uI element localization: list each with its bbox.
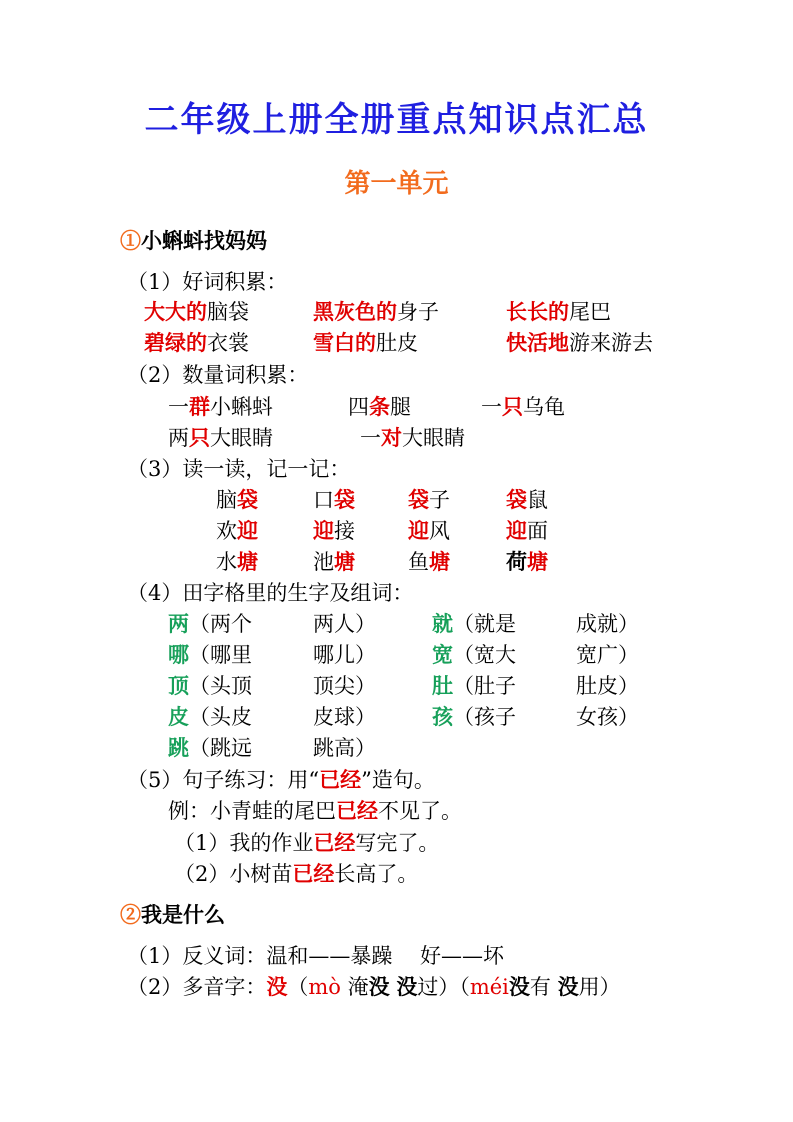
section-heading: （1）好词积累： [127, 270, 288, 294]
char-word: 肚皮） [576, 674, 639, 698]
word-item: 鱼塘 [408, 549, 450, 574]
char-entry: 跳（跳远 [168, 735, 252, 760]
word-item: 四条腿 [348, 394, 411, 419]
lesson-heading [120, 227, 267, 255]
word-item: 迎风 [408, 518, 450, 543]
word-item: 快活地游来游去 [506, 330, 653, 355]
section-heading: （3）读一读，记一记： [127, 457, 351, 481]
char-word: 女孩） [576, 705, 639, 729]
char-word: 哪儿） [313, 643, 376, 667]
word-item: 口袋 [313, 487, 355, 512]
word-item: 黑灰色的身子 [313, 299, 439, 324]
word-item: 一只乌龟 [481, 394, 565, 419]
char-word: 皮球） [313, 705, 376, 729]
char-word: 宽广） [576, 643, 639, 667]
word-item: 大大的脑袋 [144, 299, 249, 324]
char-entry: 就（就是 [432, 611, 516, 636]
word-item: 脑袋 [216, 487, 258, 512]
lesson-title: 我是什么 [141, 902, 225, 927]
word-item: 水塘 [216, 549, 258, 574]
char-entry: 哪（哪里 [168, 642, 252, 667]
word-item: 碧绿的衣裳 [144, 330, 249, 355]
char-entry: 宽（宽大 [432, 642, 516, 667]
lesson-number: ① [120, 228, 141, 253]
char-entry: 孩（孩子 [432, 704, 516, 729]
word-item: 迎面 [506, 518, 548, 543]
char-entry: 肚（肚子 [432, 673, 516, 698]
word-item: 一对大眼睛 [360, 425, 465, 450]
lesson-number: ② [120, 902, 141, 927]
word-item: 袋子 [408, 487, 450, 512]
char-word: 跳高） [313, 736, 376, 760]
word-item: 雪白的肚皮 [313, 330, 418, 355]
char-entry: 两（两个 [168, 611, 252, 636]
word-item: 迎接 [313, 518, 355, 543]
char-word: 成就） [576, 612, 639, 636]
example-sentence: 例：小青蛙的尾巴已经不见了。 [168, 798, 462, 823]
polyphone-line: （2）多音字：没（mò 淹没 没过）（méi没有 没用） [127, 974, 621, 999]
word-item: 欢迎 [216, 518, 258, 543]
word-item: 袋鼠 [506, 487, 548, 512]
word-item: 池塘 [313, 549, 355, 574]
unit-heading: 第一单元 [344, 169, 449, 199]
section-heading: （5）句子练习：用“已经”造句。 [127, 767, 435, 792]
word-item: 两只大眼睛 [168, 425, 273, 450]
word-item: 一群小蝌蚪 [168, 394, 273, 419]
lesson-heading [120, 901, 225, 929]
word-item: 长长的尾巴 [506, 299, 611, 324]
char-word: 两人） [313, 612, 376, 636]
lesson-title: 小蝌蚪找妈妈 [141, 228, 267, 253]
example-sentence: （1）我的作业已经写完了。 [174, 830, 440, 855]
page-title: 二年级上册全册重点知识点汇总 [144, 100, 649, 140]
example-sentence: （2）小树苗已经长高了。 [174, 861, 419, 886]
char-entry: 顶（头顶 [168, 673, 252, 698]
section-heading: （4）田字格里的生字及组词： [127, 581, 414, 605]
word-item: 荷塘 [506, 549, 548, 574]
char-word: 顶尖） [313, 674, 376, 698]
section-heading: （2）数量词积累： [127, 363, 309, 387]
char-entry: 皮（头皮 [168, 704, 252, 729]
antonym-line: （1）反义词：温和——暴躁 好——坏 [127, 944, 505, 968]
